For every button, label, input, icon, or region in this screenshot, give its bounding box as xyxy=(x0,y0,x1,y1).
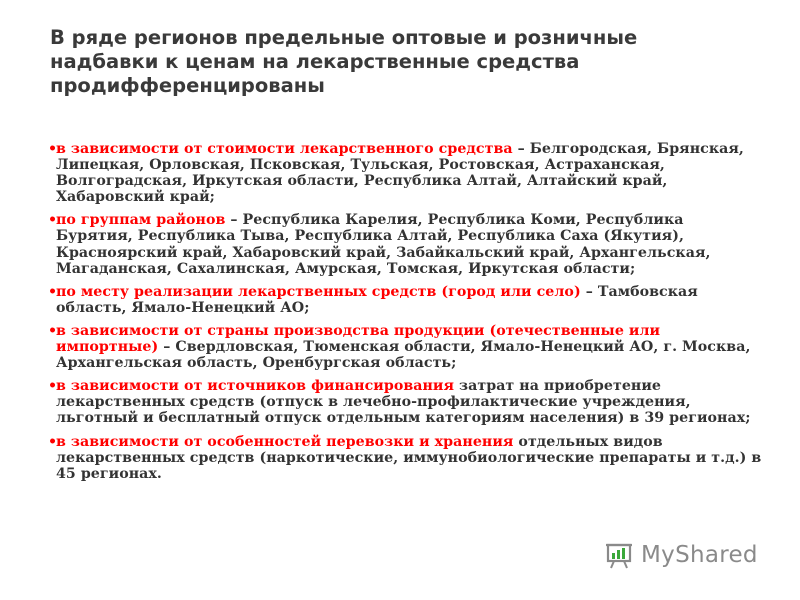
slide-title: В ряде регионов предельные оптовые и розничные надбавки к ценам на лекарственные средства продифференцированы xyxy=(50,26,638,97)
list-item xyxy=(48,323,763,371)
item-highlight: в зависимости от источников финансирования xyxy=(56,378,455,395)
bullet-marker: • xyxy=(48,433,58,450)
list-item xyxy=(48,141,763,205)
item-highlight: в зависимости от страны производства продукции (отечественные или импортные) xyxy=(56,322,661,356)
list-item xyxy=(48,284,763,316)
bullet-marker: • xyxy=(48,212,58,229)
logo-text-my: My xyxy=(641,542,676,568)
list-item xyxy=(48,212,763,276)
item-text: отдельных видов лекарственных средств (наркотические, иммунобиологические препараты и т.д.) в 45 регионах. xyxy=(56,433,762,482)
item-text: – Республика Карелия, Республика Коми, Республика Бурятия, Республика Тыва, Республика Алтай, Республика Саха (Якутия), Красноярский край, Хабаровский край, Забайкальский край, Архангельская, Магаданская, Сахалинская, Амурская, Томская, Иркутская области; xyxy=(56,212,711,277)
myshared-logo-text xyxy=(641,542,758,568)
list-item xyxy=(48,378,763,426)
item-text: затрат на приобретение лекарственных средств (отпуск в лечебно-профилактические учреждения, льготный и бесплатный отпуск отдельным категориям населения) в 39 регионах; xyxy=(56,378,751,427)
bullet-marker: • xyxy=(48,141,58,157)
item-highlight: по месту реализации лекарственных средств (город или село) xyxy=(56,283,581,300)
bullet-marker: • xyxy=(48,322,58,339)
item-highlight: в зависимости от особенностей перевозки и хранения xyxy=(56,433,514,450)
presentation-board-icon xyxy=(605,540,635,570)
item-text: – Свердловская, Тюменская области, Ямало-Ненецкий АО, г. Москва, Архангельская область, Оренбургская область; xyxy=(56,339,751,372)
item-text: – Тамбовская область, Ямало-Ненецкий АО; xyxy=(56,283,698,316)
logo-text-shared: Shared xyxy=(675,542,758,568)
item-highlight: по группам районов xyxy=(56,212,226,229)
bullet-list xyxy=(48,141,763,489)
list-item xyxy=(48,434,763,482)
item-text: – Белгородская, Брянская, Липецкая, Орловская, Псковская, Тульская, Ростовская, Астраханская, Волгоградская, Иркутская области, Республика Алтай, Алтайский край, Хабаровский край; xyxy=(56,141,744,206)
myshared-watermark[interactable] xyxy=(605,537,758,573)
bullet-marker: • xyxy=(48,378,58,395)
item-highlight: в зависимости от стоимости лекарственного средства xyxy=(56,141,513,157)
bullet-marker: • xyxy=(48,283,58,300)
